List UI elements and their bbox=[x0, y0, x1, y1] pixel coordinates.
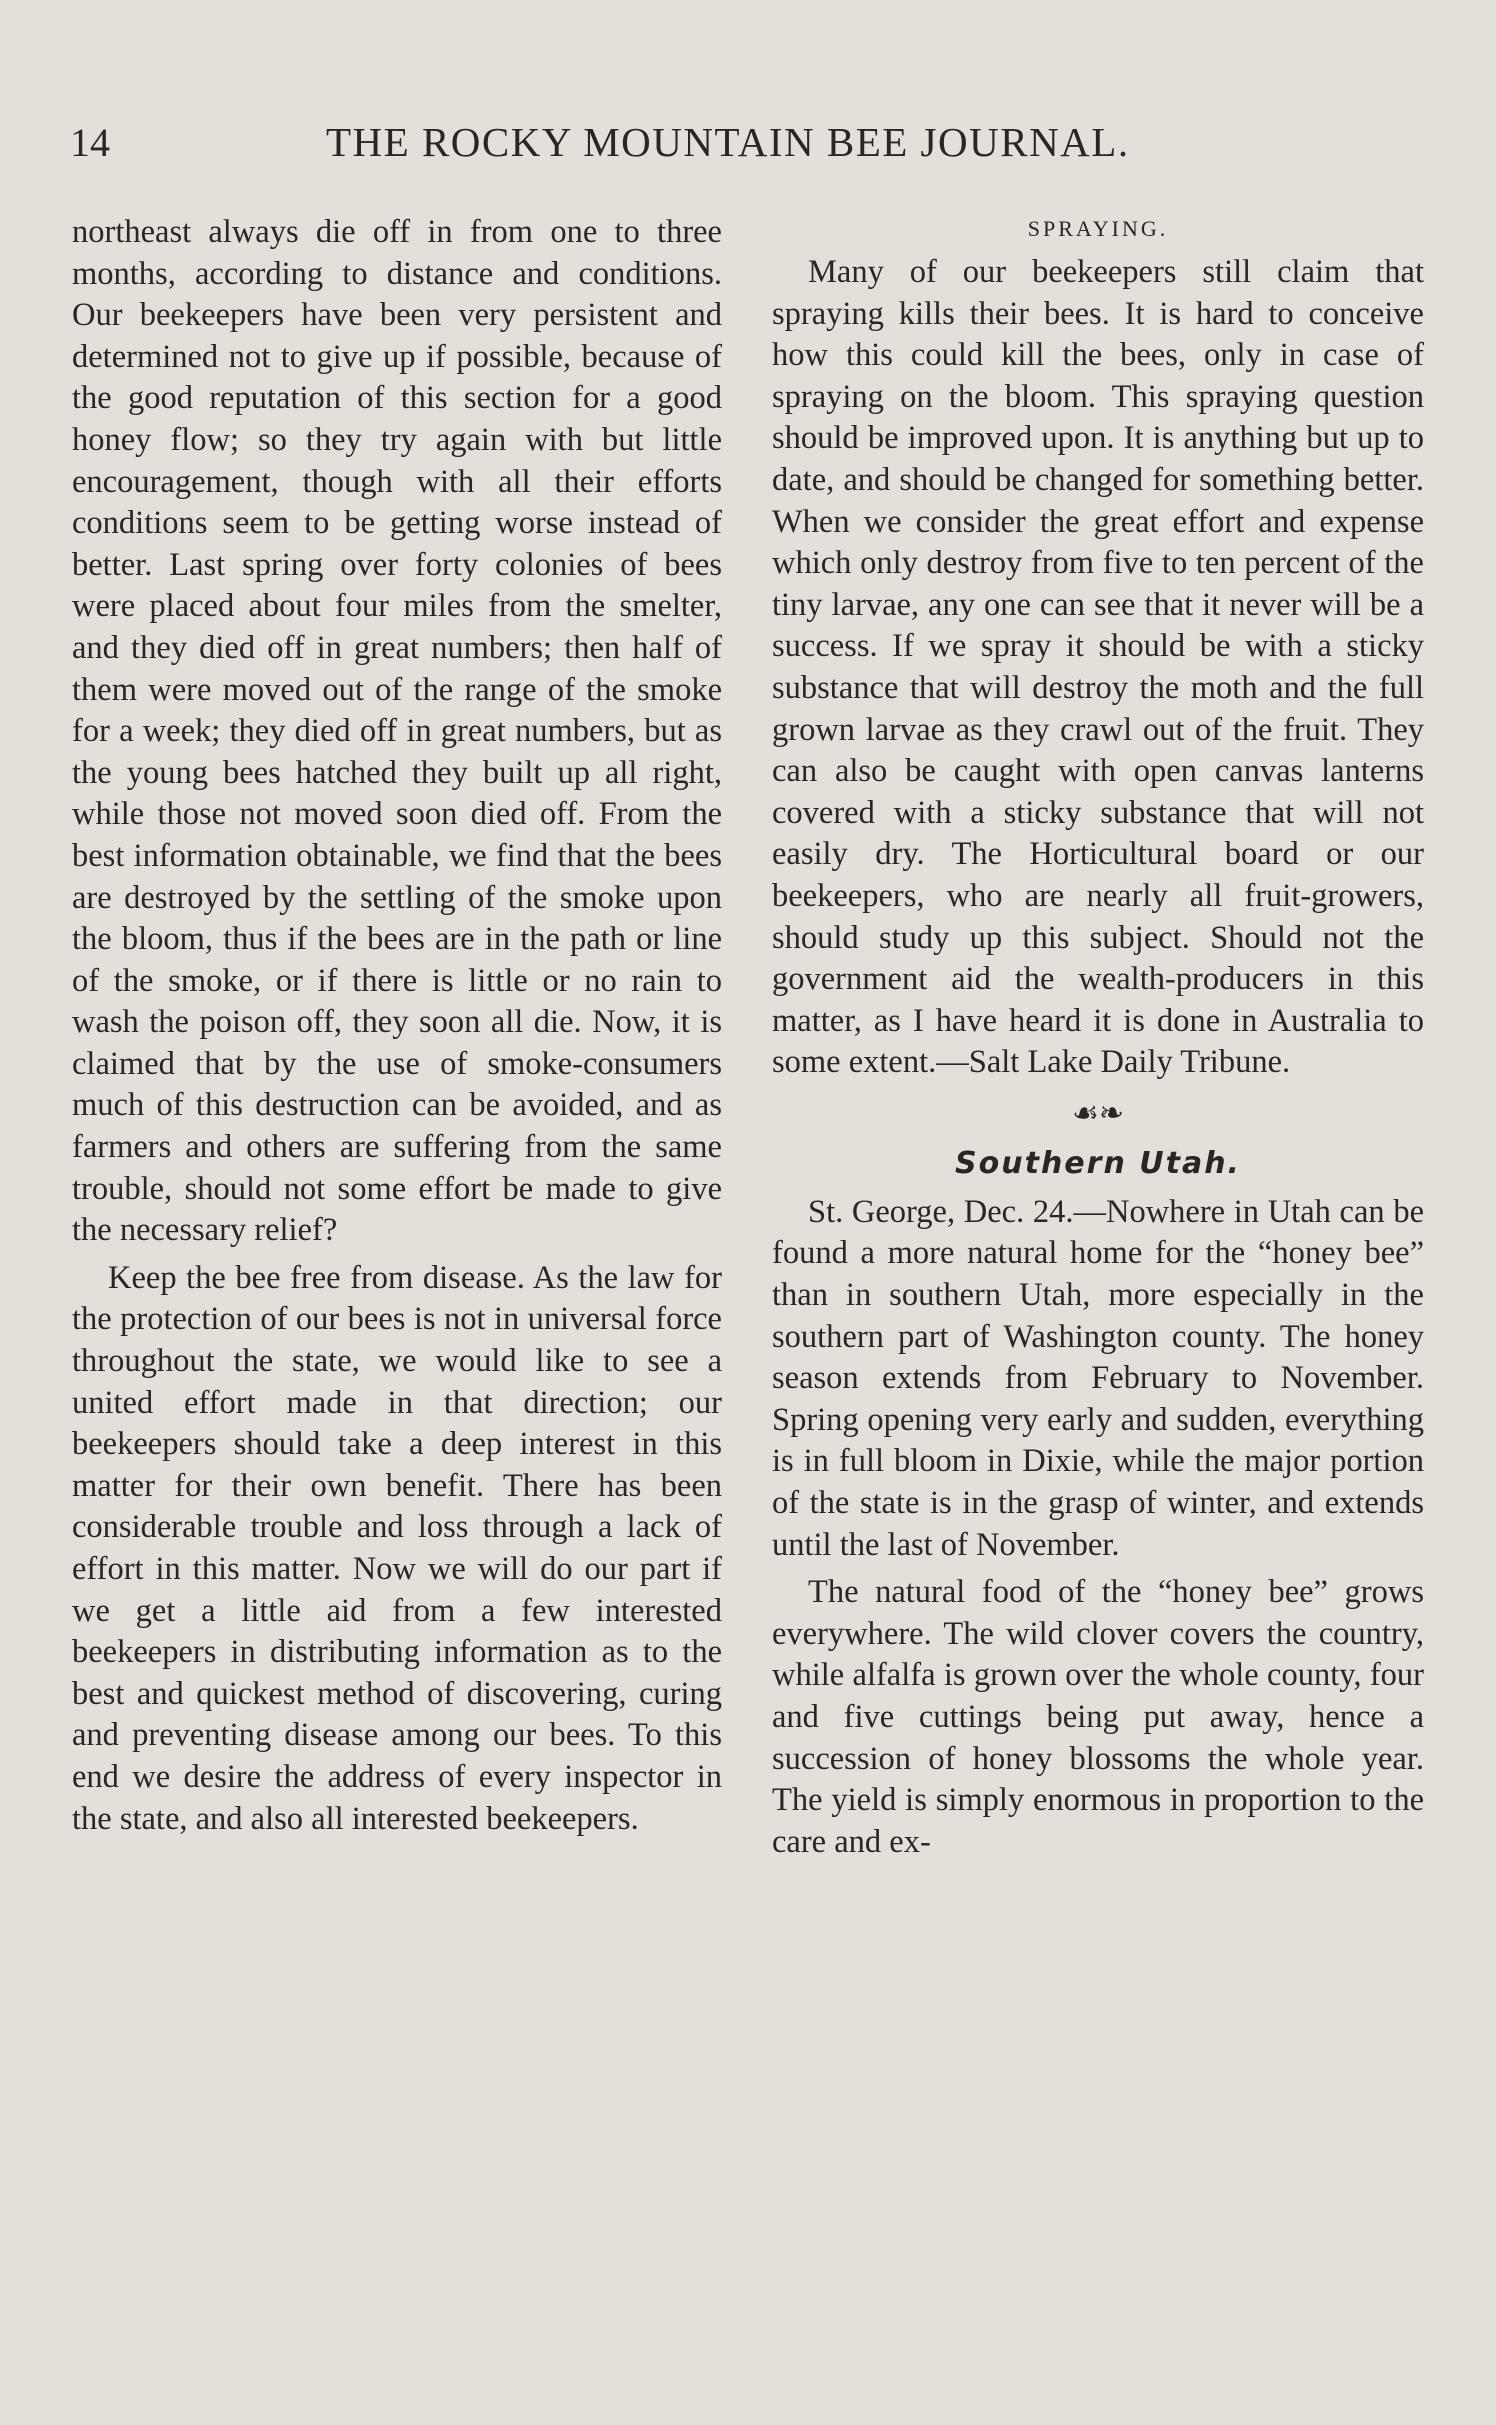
section-ornament: ☙❧ bbox=[1071, 1096, 1125, 1130]
page-header bbox=[70, 118, 1230, 178]
utah-paragraph-1: St. George, Dec. 24.—Nowhere in Utah can be found a more natural home for the “honey bee” than in southern Utah, more especially in the southern part of Washington county. The honey season extends from February to November. Spring opening very early and sudden, everything is in full bloom in Dixie, while the major portion of the state is in the grasp of winter, and extends until the last of November. bbox=[772, 1193, 1424, 1563]
smelter-paragraph: northeast always die off in from one to three months, according to distance and conditions. Our beekeepers have been very persistent and determined not to give up if possible, because of the good reputation of this section for a good honey flow; so they try again with but little encouragement, though with all their efforts conditions seem to be getting worse instead of better. Last spring over forty colonies of bees were placed about four miles from the smelter, and they died off in great numbers; then half of them were moved out of the range of the smoke for a week; they died off in great numbers, but as the young bees hatched they built up all right, while those not moved soon died off. From the best information obtainable, we find that the bees are destroyed by the settling of the smoke upon the bloom, thus if the bees are in the path or line of the smoke, or if there is little or no rain to wash the poison off, they soon all die. Now, it is claimed that by the use of smoke-consumers much of this destruction can be avoided, and as farmers and others are suffering from the same trouble, should not some effort be made to give the necessary relief? bbox=[72, 214, 722, 1249]
right-column bbox=[772, 212, 1424, 1869]
running-head: THE ROCKY MOUNTAIN BEE JOURNAL. bbox=[326, 119, 1130, 165]
page-number: 14 bbox=[70, 120, 110, 165]
disease-paragraph: Keep the bee free from disease. As the law for the protection of our bees is not in universal force throughout the state, we would like to see a united effort made in that direction; our beekeepers should take a deep interest in this matter for their own benefit. There has been considerable trouble and loss through a lack of effort in this matter. Now we will do our part if we get a little aid from a few interested beekeepers in distributing information as to the best and quickest method of discovering, curing and preventing disease among our bees. To this end we desire the address of every inspector in the state, and also all interested beekeepers. bbox=[72, 1259, 722, 1837]
spraying-paragraph: Many of our beekeepers still claim that spraying kills their bees. It is hard to conceive how this could kill the bees, only in case of spraying on the bloom. This spraying question should be improved upon. It is anything but up to date, and should be changed for something better. When we consider the great effort and expense which only destroy from five to ten percent of the tiny larvae, any one can see that it never will be a success. If we spray it should be with a sticky substance that will destroy the moth and the full grown larvae as they crawl out of the fruit. They can also be caught with open canvas lanterns covered with a sticky substance that will not easily dry. The Horticultural board or our beekeepers, who are nearly all fruit-growers, should study up this subject. Should not the government aid the wealth-producers in this matter, as I have heard it is done in Australia to some extent.—Salt Lake Daily Tribune. bbox=[772, 254, 1424, 1081]
left-column bbox=[72, 212, 722, 1846]
section-title: Southern Utah. bbox=[955, 1145, 1241, 1181]
spraying-heading: SPRAYING. bbox=[1027, 216, 1169, 241]
utah-paragraph-2: The natural food of the “honey bee” grows everywhere. The wild clover covers the country, while alfalfa is grown over the whole county, four and five cuttings being put away, hence a succession of honey blossoms the whole year. The yield is simply enormous in proportion to the care and ex- bbox=[772, 1574, 1424, 1860]
